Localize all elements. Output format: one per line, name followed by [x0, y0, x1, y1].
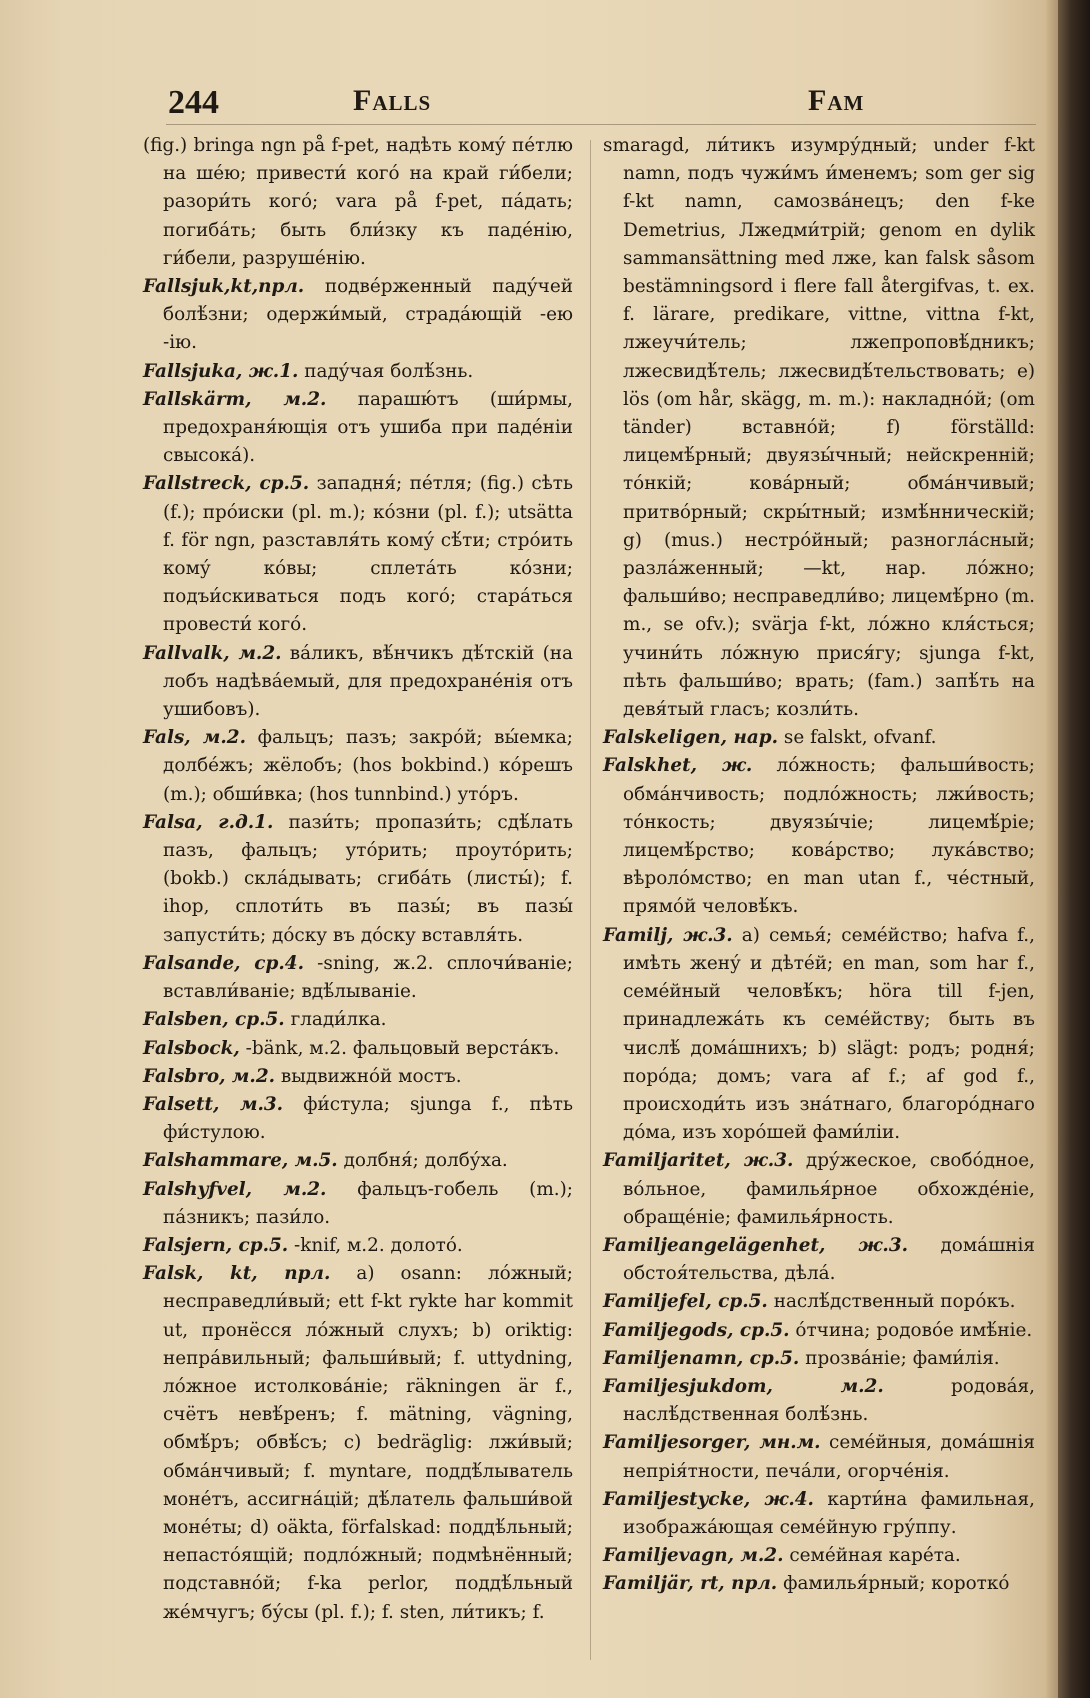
entry-definition: фамилья́рный; коротко́ [783, 1573, 1010, 1595]
guide-word-right: Fam [808, 84, 865, 117]
dictionary-entry [603, 1570, 1035, 1598]
entry-headword: Fallsjuk,kt,прл. [143, 276, 305, 298]
entry-definition: smaragd, ли́тикъ изумру́дный; under f-kt namn, подъ чужи́мъ и́менемъ; som ger sig f-kt namn, самозва́нецъ; den f-ke Demetrius, Лжедми́трій; genom en dylik sammansättning med лже, kan falsk såsom bestämningsord i flere fall återgifvas, t. ex. f. lärare, predikare, vittne, vittna f-kt, лжеучи́тель; лжепроповѣ́дникъ; лжесвидѣ́тель; лжесвидѣ́тельствовать; e) lös (om hår, skägg, m. m.): накладно́й; (om tänder) вставно́й; f) förställd: лицемѣ́рный; двуязы́чный; нейскренній; то́нкій; кова́рный; обма́нчивый; притво́рный; скры́тный; измѣ́нническій; g) (mus.) нестро́йный; разногла́сный; разла́женный; —kt, нар. ло́жно; фальши́во; несправедли́во; лицемѣ́рно (m. m., se ofv.); svärja f-kt, ло́жно кля́сться; учини́ть ло́жную прися́гу; sjunga f-kt, пѣть фальши́во; врать; (fam.) запѣ́ть на девя́тый гласъ; козли́ть. [603, 135, 1035, 721]
entry-definition: карти́на фамильная, изобража́ющая семе́йную гру́ппу. [623, 1488, 1035, 1538]
dictionary-entry [603, 1429, 1035, 1485]
entry-headword: Falsbock, [143, 1037, 240, 1059]
dictionary-entry [143, 1063, 573, 1091]
dictionary-entry [603, 1373, 1035, 1429]
dictionary-entry [143, 358, 573, 386]
dictionary-entry [143, 1260, 573, 1627]
entry-headword: Falsjern, ср.5. [143, 1234, 289, 1256]
entry-definition: о́тчина; родово́е имѣ́ніе. [795, 1319, 1033, 1341]
entry-definition: пази́ть; пропази́ть; сдѣ́лать пазъ, фальцъ; уто́рить; проуто́рить; (bokb.) скла́дывать; сгиба́ть (листы́); f. ihop, сплоти́ть въ пазы́; въ пазы́ запусти́ть; до́ску въ до́ску вставля́ть. [163, 811, 573, 946]
entry-headword: Falshammare, м.5. [143, 1150, 338, 1172]
entry-headword: Fals, м.2. [143, 727, 246, 749]
entry-definition: a) семья́; семе́йство; hafva f., имѣть жену́ и дѣте́й; en man, som har f., семе́йный человѣ́къ; höra till f-jen, принадлежа́ть къ семе́йству; быть въ числѣ́ дома́шнихъ; b) slägt: родъ; родня́; поро́да; домъ; vara af f.; af god f., происходи́ть изъ зна́тнаго, благоро́днаго до́ма, изъ хоро́шей фами́ліи. [623, 924, 1035, 1144]
dictionary-entry [603, 132, 1035, 724]
entry-headword: Familjaritet, ж.3. [603, 1150, 794, 1172]
entry-headword: Familjestycke, ж.4. [603, 1488, 814, 1510]
entry-headword: Falskhet, ж. [603, 755, 753, 777]
entry-headword: Falsande, ср.4. [143, 952, 304, 974]
entry-definition: подве́рженный паду́чей болѣ́зни; одержи́мый, страда́ющій -ею -ію. [163, 276, 573, 354]
entry-headword: Fallstreck, ср.5. [143, 473, 310, 495]
entry-headword: Falsk, kt, прл. [143, 1263, 331, 1285]
entry-headword: Familjesorger, мн.м. [603, 1432, 821, 1454]
dictionary-entry [603, 1345, 1035, 1373]
entry-headword: Familjesjukdom, м.2. [603, 1375, 884, 1397]
dictionary-entry [143, 132, 573, 273]
entry-definition: западня́; пе́тля; (fig.) сѣть (f.); про́иски (pl. m.); ко́зни (pl. f.); utsätta f. för ngn, разставля́ть кому́ сѣ́ти; стро́ить кому́ ко́вы; сплета́ть ко́зни; подъи́скиваться подъ кого́; стара́ться провести́ кого́. [163, 473, 573, 636]
dictionary-entry [603, 724, 1035, 752]
entry-definition: семе́йныя, дома́шнія непрія́тности, печа́ли, огорче́нія. [623, 1432, 1035, 1482]
entry-definition: паду́чая болѣ́знь. [304, 360, 474, 382]
entry-headword: Falsett, м.3. [143, 1093, 284, 1115]
entry-headword: Falsben, ср.5. [143, 1009, 285, 1031]
dictionary-entry [143, 950, 573, 1006]
entry-headword: Familjevagn, м.2. [603, 1545, 784, 1567]
entry-definition: ло́жность; фальши́вость; обма́нчивость; подло́жность; лжи́вость; то́нкость; двуязы́чіе; лицемѣ́ріе; лицемѣ́рство; кова́рство; лука́вство; вѣроло́мство; en man utan f., че́стный, прямо́й человѣ́къ. [623, 755, 1035, 918]
entry-definition: a) osann: ло́жный; несправедли́вый; ett f-kt rykte har kommit ut, пронёсся ло́жный слухъ; b) oriktig: непра́вильный; фальши́вый; f. uttydning, ло́жное истолкова́ніе; räkningen är f., счётъ невѣ́ренъ; f. mätning, vägning, обмѣ́ръ; обвѣ́съ; c) bedräglig: лжи́вый; обма́нчивый; f. myntare, поддѣ́лыватель моне́тъ, ассигна́цій; дѣ́латель фальши́вой моне́ты; d) oäkta, förfalskad: поддѣ́льный; непасто́ящій; подло́жный; подмѣнённый; подставно́й; f-ka perlor, поддѣ́льный же́мчугъ; бу́сы (pl. f.); f. sten, ли́тикъ; f. [163, 1263, 573, 1623]
entry-headword: Fallvalk, м.2. [143, 642, 282, 664]
entry-definition: прозва́ніе; фами́лія. [805, 1347, 1000, 1369]
entry-definition: se falskt, ofvanf. [783, 727, 937, 749]
entry-definition: долбня́; долбу́ха. [343, 1150, 508, 1172]
entry-definition: фальцъ-гобель (m.); па́зникъ; пази́ло. [163, 1178, 573, 1228]
entry-definition: фальцъ; пазъ; закро́й; вы́емка; долбе́жъ; жёлобъ; (hos bokbind.) ко́решъ (m.); обши́вка; (hos tunnbind.) уто́ръ. [163, 727, 573, 805]
dictionary-entry [143, 1091, 573, 1147]
dictionary-entry [603, 1317, 1035, 1345]
entry-definition: наслѣ́дственный поро́къ. [773, 1291, 1016, 1313]
dictionary-entry [143, 273, 573, 358]
page-number: 244 [168, 84, 219, 121]
entry-definition: парашю́тъ (ши́рмы, предохраня́ющія отъ ушиба при паде́ніи свысока́). [163, 388, 573, 467]
dictionary-entry [143, 1006, 573, 1034]
entry-definition: ва́ликъ, вѣ́нчикъ дѣ́тскій (на лобъ надѣва́емый, для предохране́нія отъ ушибовъ). [163, 642, 573, 721]
dictionary-entry [143, 1147, 573, 1175]
header-rule [166, 124, 1036, 125]
entry-definition: -knif, м.2. долото́. [294, 1234, 463, 1256]
entry-definition: дома́шнія обстоя́тельства, дѣла́. [623, 1234, 1035, 1285]
entry-definition: фи́стула; sjunga f., пѣть фи́стулою. [163, 1093, 573, 1144]
running-header [168, 84, 1048, 128]
entry-headword: Familjegods, ср.5. [603, 1319, 790, 1341]
entry-headword: Familjeangelägenhet, ж.3. [603, 1234, 909, 1256]
dictionary-entry [603, 1288, 1035, 1316]
entry-headword: Familjenamn, ср.5. [603, 1347, 800, 1369]
dictionary-entry [143, 1176, 573, 1232]
dictionary-entry [603, 752, 1035, 921]
dictionary-entry [143, 470, 573, 639]
entry-headword: Familj, ж.3. [603, 924, 733, 946]
dictionary-entry [143, 1035, 573, 1063]
entry-definition: семе́йная каре́та. [789, 1545, 961, 1567]
dictionary-entry [603, 1147, 1035, 1232]
entry-headword: Familjefel, ср.5. [603, 1291, 768, 1313]
book-spine-edge [1058, 0, 1090, 1698]
entry-headword: Falshyfvel, м.2. [143, 1178, 327, 1200]
dictionary-entry [143, 809, 573, 950]
entry-definition: родова́я, наслѣ́дственная болѣ́знь. [623, 1375, 1035, 1426]
dictionary-entry [603, 1486, 1035, 1542]
entry-definition: дру́жеское, свобо́дное, во́льное, фамилья́рное обхожде́ніе, обраще́ніе; фамилья́рность. [623, 1150, 1035, 1228]
entry-headword: Fallsjuka, ж.1. [143, 360, 299, 382]
dictionary-entry [143, 724, 573, 809]
entry-headword: Falsbro, м.2. [143, 1065, 276, 1087]
entry-definition: -bänk, м.2. фальцовый верста́къ. [245, 1037, 560, 1059]
right-column [603, 132, 1035, 1599]
dictionary-entry [143, 640, 573, 725]
dictionary-entry [143, 386, 573, 471]
entry-headword: Familjär, rt, прл. [603, 1573, 778, 1595]
entry-definition: глади́лка. [290, 1009, 387, 1031]
dictionary-entry [603, 1542, 1035, 1570]
entry-definition: (fig.) bringa ngn på f-pet, надѣть кому́ пе́тлю на ше́ю; привести́ кого́ на край ги́бели; разори́ть кого́; vara på f-pet, па́дать; погиба́ть; быть бли́зку къ паде́нію, ги́бели, разруше́нію. [143, 135, 573, 269]
entry-definition: выдвижно́й мостъ. [280, 1065, 462, 1087]
entry-headword: Fallskärm, м.2. [143, 388, 327, 410]
entry-definition: -sning, ж.2. сплочи́ваніе; вставли́ваніе; вдѣ́лываніе. [163, 952, 573, 1003]
column-divider [590, 140, 591, 1660]
guide-word-left: Falls [353, 84, 432, 117]
dictionary-entry [603, 922, 1035, 1148]
entry-headword: Falsa, г.д.1. [143, 811, 274, 833]
entry-headword: Falskeligen, нар. [603, 727, 779, 749]
left-column [143, 132, 573, 1627]
dictionary-entry [603, 1232, 1035, 1288]
dictionary-entry [143, 1232, 573, 1260]
